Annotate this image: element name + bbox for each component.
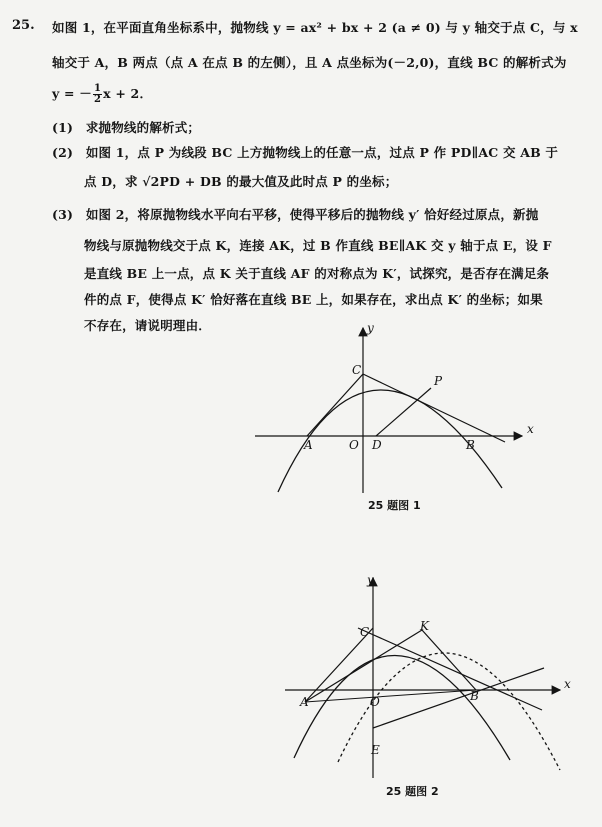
label-O: O (370, 695, 380, 709)
line-equation-prefix: y = － (52, 86, 92, 101)
question-2-line-2: 点 D，求 √2PD + DB 的最大值及此时点 P 的坐标； (84, 174, 398, 189)
question-2-line-1: (2) 如图 1，点 P 为线段 BC 上方抛物线上的任意一点，过点 P 作 PD∥AC 交 AB 于 (52, 145, 559, 160)
figure-1-diagram (250, 318, 540, 498)
line-BC (358, 628, 542, 710)
question-1: (1) 求抛物线的解析式； (52, 120, 201, 135)
question-3-line-3: 是直线 BE 上一点，点 K 关于直线 AF 的对称点为 K′，试探究，是否存在满足条 (84, 266, 550, 281)
problem-number: 25. (12, 18, 35, 33)
fraction (93, 84, 102, 105)
label-K: K (420, 619, 429, 633)
line-equation-suffix: x + 2． (103, 86, 153, 101)
label-P: P (434, 374, 443, 388)
fraction-denominator: 2 (93, 94, 102, 105)
intro-line-1: 如图 1，在平面直角坐标系中，抛物线 y = ax² + bx + 2 (a ≠ 0) 与 y 轴交于点 C，与 x (52, 20, 578, 35)
label-B: B (470, 689, 479, 703)
question-3-line-1: (3) 如图 2，将原抛物线水平向右平移，使得平移后的抛物线 y′ 恰好经过原点，新抛 (52, 207, 539, 222)
line-BE (373, 668, 544, 728)
line-AC (307, 374, 363, 436)
label-E: E (371, 743, 380, 757)
intro-line-2: 轴交于 A，B 两点（点 A 在点 B 的左侧），且 A 点坐标为(－2,0)，直线 BC 的解析式为 (52, 55, 567, 70)
line-AK (305, 630, 422, 702)
label-x: x (527, 422, 534, 436)
label-C: C (352, 363, 362, 377)
figure-2-diagram (280, 570, 580, 780)
fraction-numerator: 1 (93, 83, 102, 94)
label-C: C (360, 625, 370, 639)
label-B: B (466, 438, 475, 452)
question-3-line-2: 物线与原抛物线交于点 K，连接 AK，过 B 作直线 BE∥AK 交 y 轴于点 E，设 F (84, 238, 552, 253)
label-O: O (349, 438, 359, 452)
original-parabola (294, 655, 510, 760)
label-y: y (367, 321, 374, 335)
figure-2-caption: 25 题图 2 (386, 785, 439, 798)
question-3-line-4: 件的点 F，使得点 K′ 恰好落在直线 BE 上，如果存在，求出点 K′ 的坐标；如果 (84, 292, 543, 307)
intro-line-3 (52, 84, 152, 105)
label-A: A (300, 695, 309, 709)
label-D: D (372, 438, 382, 452)
label-x: x (564, 677, 571, 691)
question-3-line-5: 不存在，请说明理由． (84, 318, 212, 333)
line-PD (376, 388, 431, 436)
label-A: A (304, 438, 313, 452)
line-AB (305, 690, 476, 702)
figure-1-caption: 25 题图 1 (368, 499, 421, 512)
label-y: y (367, 573, 374, 587)
